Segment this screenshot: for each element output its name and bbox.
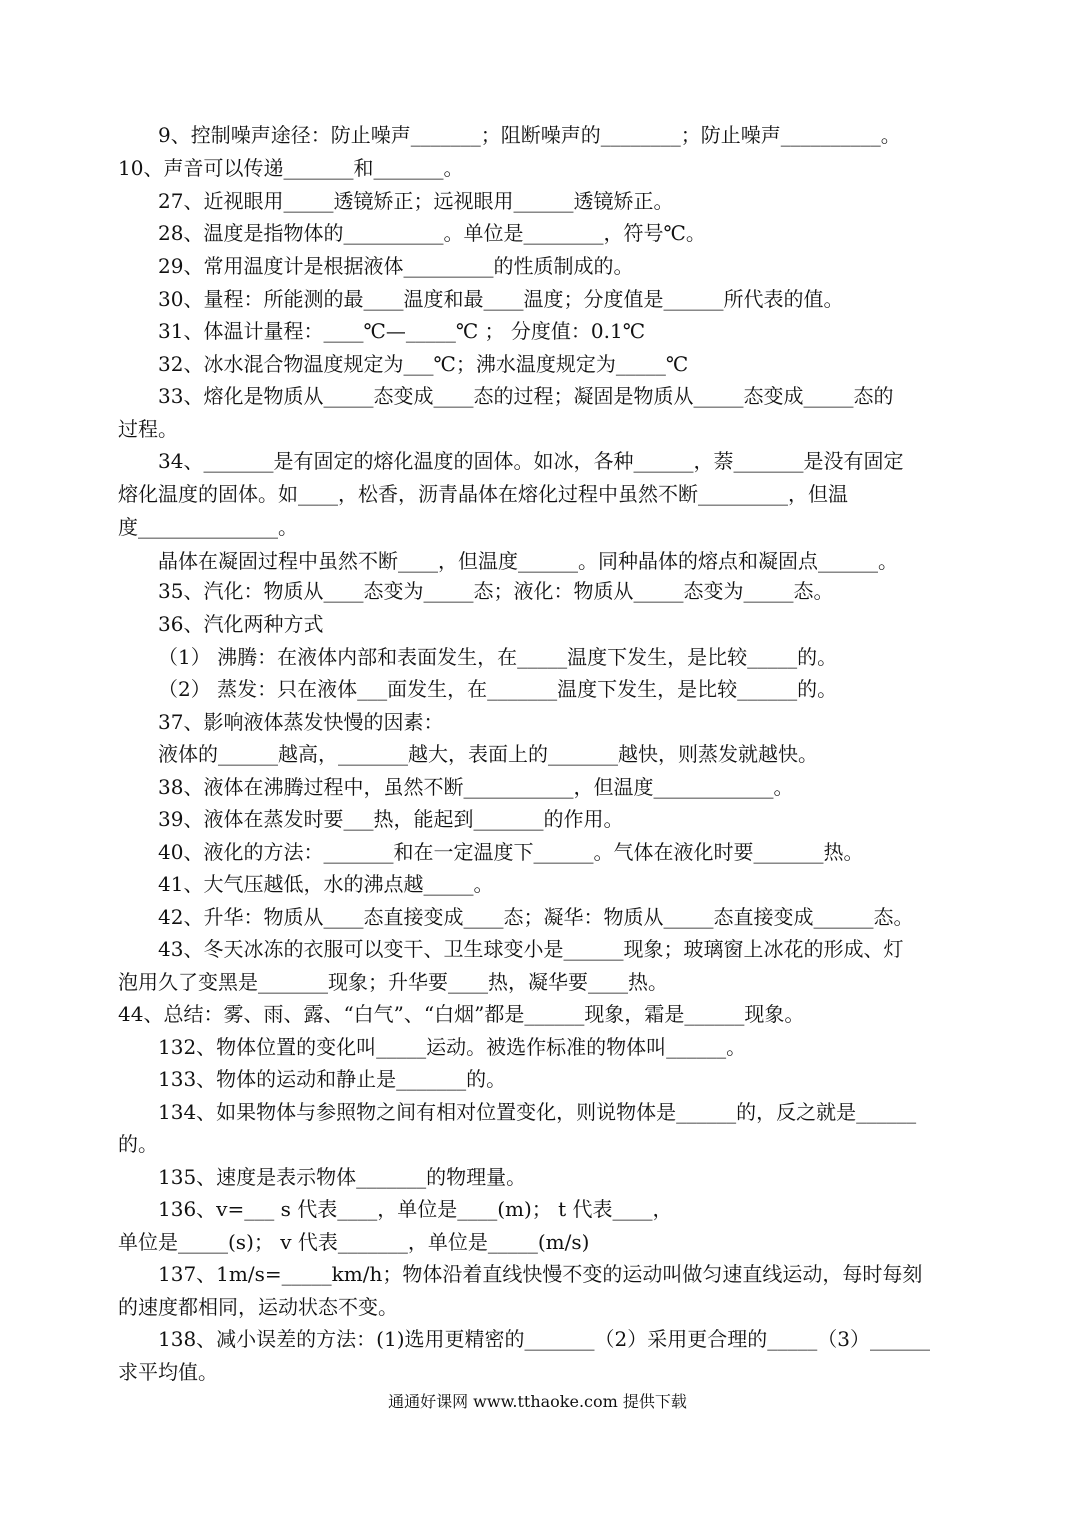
text-line: 32、冰水混合物温度规定为___℃；沸水温度规定为_____℃ xyxy=(158,352,689,376)
text-line: 求平均值。 xyxy=(118,1360,218,1384)
text-line: 31、体温计量程：____℃—_____℃ ； 分度值：0.1℃ xyxy=(158,319,646,343)
text-line: 137、1m/s=_____km/h；物体沿着直线快慢不变的运动叫做匀速直线运动，每时每刻 xyxy=(158,1262,923,1286)
text-line: 40、液化的方法：_______和在一定温度下______。气体在液化时要_______热。 xyxy=(158,840,864,864)
text-line: 42、升华：物质从____态直接变成____态；凝华：物质从_____态直接变成______态。 xyxy=(158,905,914,929)
text-line: （2） 蒸发：只在液体___面发生，在_______温度下发生，是比较______的。 xyxy=(158,677,838,701)
text-line: 过程。 xyxy=(118,417,178,441)
text-line: 28、温度是指物体的__________。单位是________，符号℃。 xyxy=(158,221,706,245)
text-line: 38、液体在沸腾过程中，虽然不断___________，但温度____________。 xyxy=(158,775,794,799)
text-line: 晶体在凝固过程中虽然不断____，但温度______。同种晶体的熔点和凝固点______。 xyxy=(158,549,898,573)
text-line: 度______________。 xyxy=(118,515,298,539)
text-line: 43、冬天冰冻的衣服可以变干、卫生球变小是______现象；玻璃窗上冰花的形成、灯 xyxy=(158,937,904,961)
text-line: 29、常用温度计是根据液体_________的性质制成的。 xyxy=(158,254,634,278)
footer-credit: 通通好课网 www.tthaoke.com 提供下载 xyxy=(388,1392,687,1411)
text-line: 34、_______是有固定的熔化温度的固体。如冰，各种______，萘_______是没有固定 xyxy=(158,449,904,473)
text-line: 37、影响液体蒸发快慢的因素： xyxy=(158,710,444,734)
text-line: 液体的______越高，_______越大，表面上的_______越快，则蒸发就越快。 xyxy=(158,742,818,766)
text-line: （1） 沸腾：在液体内部和表面发生，在_____温度下发生，是比较_____的。 xyxy=(158,645,838,669)
text-line: 30、量程：所能测的最____温度和最____温度；分度值是______所代表的值。 xyxy=(158,287,844,311)
text-line: 的。 xyxy=(118,1132,158,1156)
text-line: 135、速度是表示物体_______的物理量。 xyxy=(158,1165,527,1189)
text-line: 单位是_____(s)； v 代表_______，单位是_____(m/s) xyxy=(118,1230,590,1254)
text-line: 33、熔化是物质从_____态变成____态的过程；凝固是物质从_____态变成_____态的 xyxy=(158,384,894,408)
text-line: 泡用久了变黑是_______现象；升华要____热，凝华要____热。 xyxy=(118,970,668,994)
text-line: 136、v=___ s 代表____，单位是____(m)； t 代表____， xyxy=(158,1197,673,1221)
text-line: 132、物体位置的变化叫_____运动。被选作标准的物体叫______。 xyxy=(158,1035,747,1059)
text-line: 熔化温度的固体。如____，松香，沥青晶体在熔化过程中虽然不断_________，但温 xyxy=(118,482,848,506)
text-line: 41、大气压越低，水的沸点越_____。 xyxy=(158,872,494,896)
text-line: 的速度都相同，运动状态不变。 xyxy=(118,1295,398,1319)
text-line: 36、汽化两种方式 xyxy=(158,612,324,636)
text-line: 10、声音可以传递_______和_______。 xyxy=(118,156,464,180)
text-line: 134、如果物体与参照物之间有相对位置变化，则说物体是______的，反之就是______ xyxy=(158,1100,917,1124)
text-line: 27、近视眼用_____透镜矫正；远视眼用______透镜矫正。 xyxy=(158,189,674,213)
text-line: 39、液体在蒸发时要___热，能起到_______的作用。 xyxy=(158,807,624,831)
text-line: 9、控制噪声途径：防止噪声_______；阻断噪声的________；防止噪声__________。 xyxy=(158,123,901,147)
text-line: 35、汽化：物质从____态变为_____态；液化：物质从_____态变为_____态。 xyxy=(158,579,834,603)
text-line: 44、总结：雾、雨、露、“白气”、“白烟”都是______现象，霜是______现象。 xyxy=(118,1002,805,1026)
text-line: 133、物体的运动和静止是_______的。 xyxy=(158,1067,507,1091)
text-line: 138、减小误差的方法：(1)选用更精密的_______（2）采用更合理的_____（3）______ xyxy=(158,1327,930,1351)
